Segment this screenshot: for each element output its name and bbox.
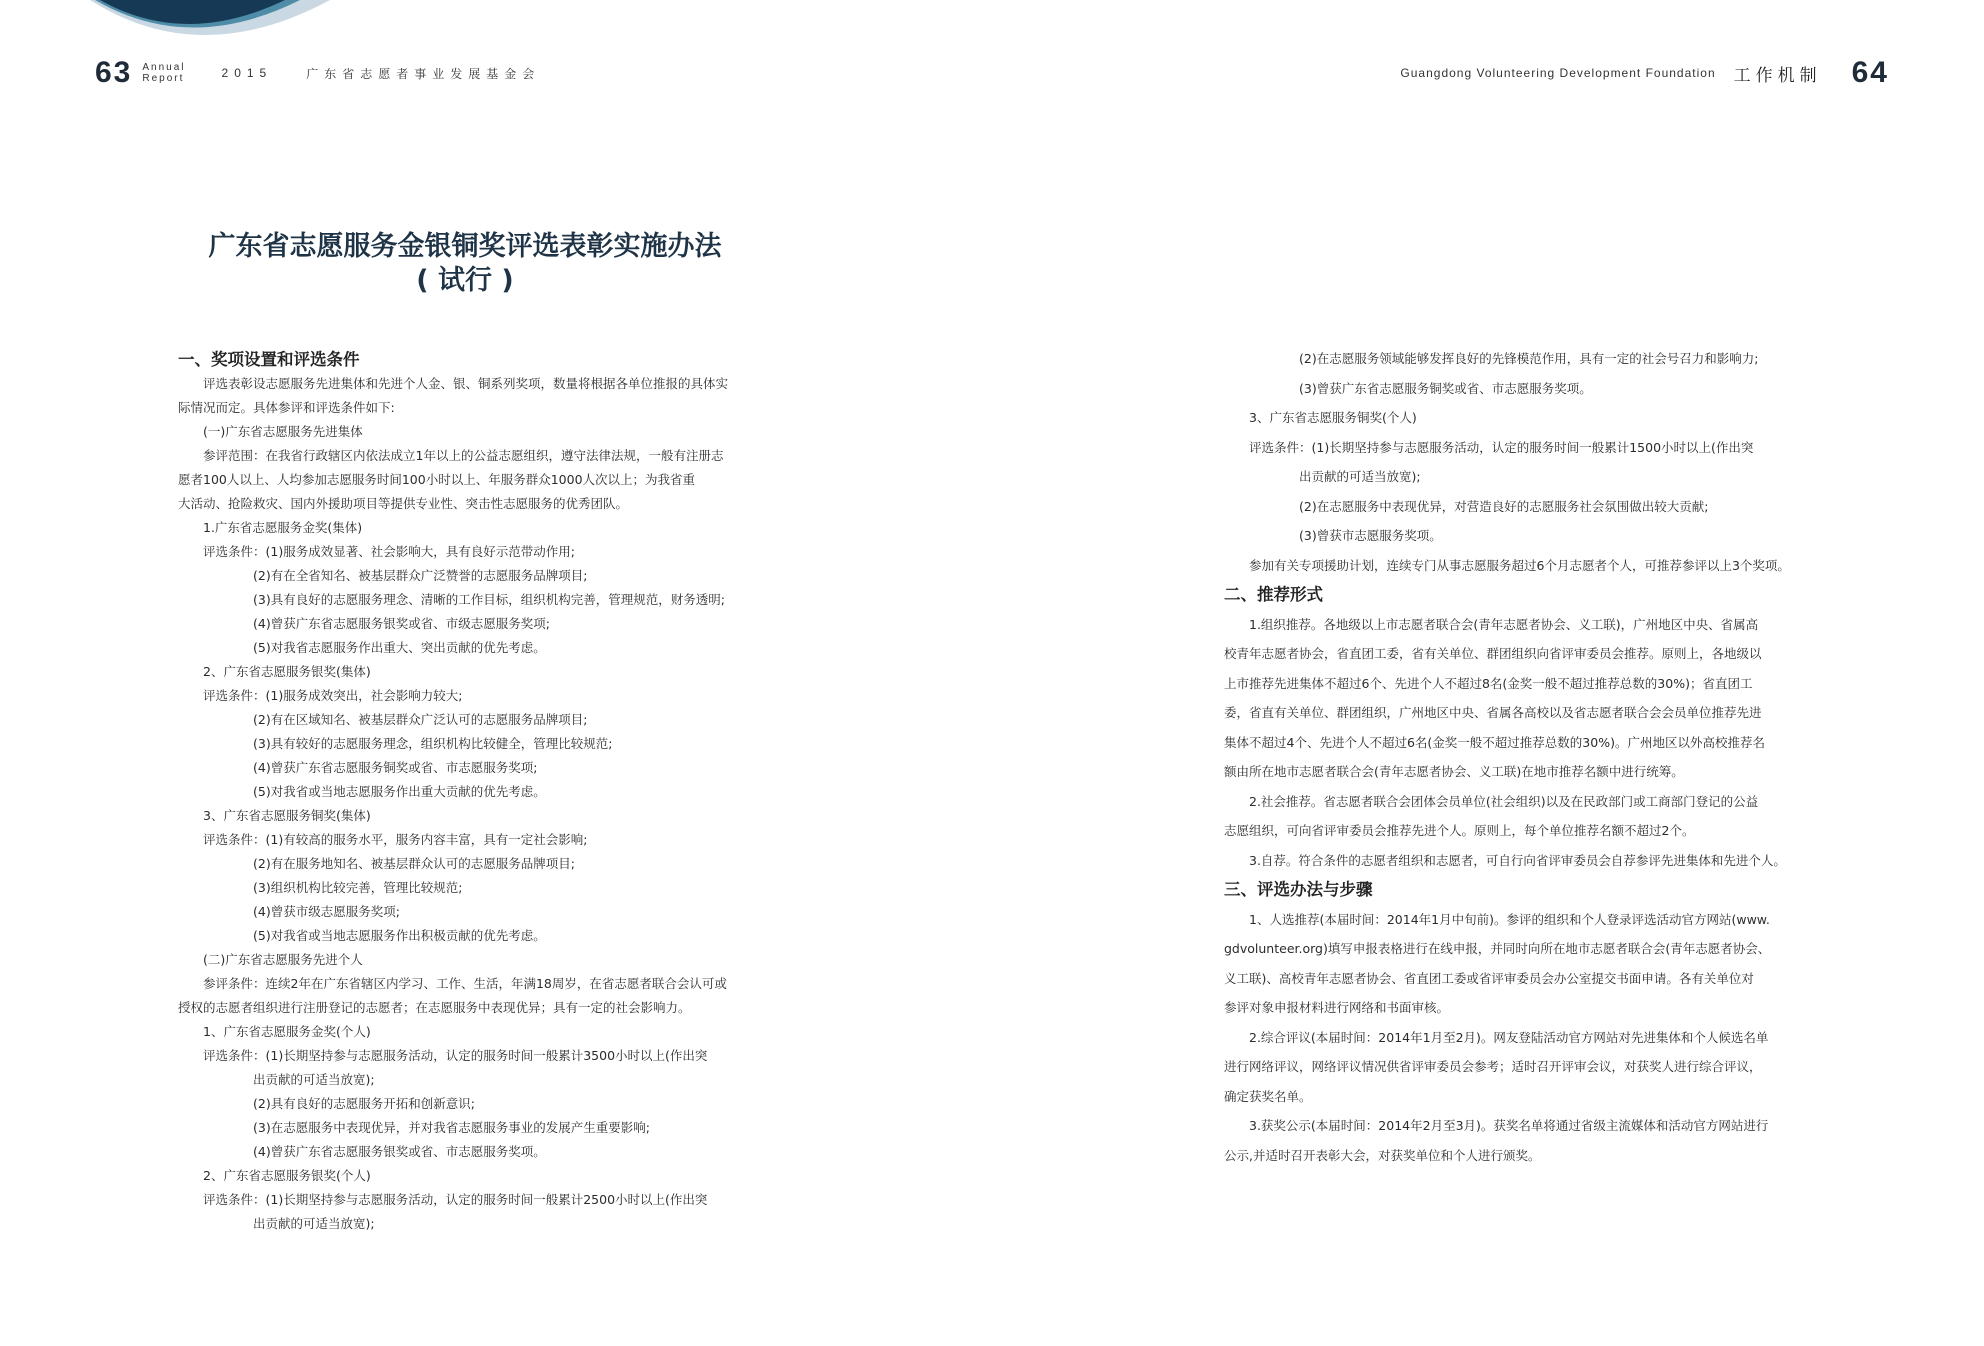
text-line: (5)对我省或当地志愿服务作出重大贡献的优先考虑。 xyxy=(178,784,546,799)
text-line: 委，省直有关单位、群团组织，广州地区中央、省属各高校以及省志愿者联合会会员单位推荐先进 xyxy=(1224,705,1762,720)
text-line: (4)曾获广东省志愿服务银奖或省、市志愿服务奖项。 xyxy=(178,1144,546,1159)
report-year: 2015 xyxy=(221,66,273,80)
text-line: 3.自荐。符合条件的志愿者组织和志愿者，可自行向省评审委员会自荐参评先进集体和先进个人。 xyxy=(1224,852,1786,868)
organization-name-en: Guangdong Volunteering Development Foundation xyxy=(1400,66,1716,80)
organization-name-cn: 广东省志愿者事业发展基金会 xyxy=(306,66,541,81)
left-column-text xyxy=(178,348,778,1236)
text-line: (3)具有良好的志愿服务理念、清晰的工作目标，组织机构完善，管理规范，财务透明; xyxy=(178,592,725,607)
text-line: 授权的志愿者组织进行注册登记的志愿者；在志愿服务中表现优异；具有一定的社会影响力。 xyxy=(178,1000,691,1015)
text-line: 评选表彰设志愿服务先进集体和先进个人金、银、铜系列奖项，数量将根据各单位推报的具体实 xyxy=(178,376,729,391)
text-line: 参评对象申报材料进行网络和书面审核。 xyxy=(1224,1000,1450,1015)
text-line: 进行网络评议，网络评议情况供省评审委员会参考；适时召开评审会议，对获奖人进行综合评议， xyxy=(1224,1059,1762,1074)
decorative-arc-graphic xyxy=(0,0,420,40)
text-line: (2)有在全省知名、被基层群众广泛赞誉的志愿服务品牌项目; xyxy=(178,568,588,583)
text-line: 校青年志愿者协会，省直团工委，省有关单位、群团组织向省评审委员会推荐。原则上，各地级以 xyxy=(1224,646,1762,661)
text-line: (一)广东省志愿服务先进集体 xyxy=(178,424,363,439)
text-line: 2.社会推荐。省志愿者联合会团体会员单位(社会组织)以及在民政部门或工商部门登记的公益 xyxy=(1224,793,1759,809)
section-heading: 一、奖项设置和评选条件 xyxy=(178,350,360,369)
text-line: (4)曾获广东省志愿服务银奖或省、市级志愿服务奖项; xyxy=(178,616,550,631)
text-line: 出贡献的可适当放宽); xyxy=(1224,469,1421,484)
text-line: 义工联)、高校青年志愿者协会、省直团工委或省评审委员会办公室提交书面申请。各有关单位对 xyxy=(1224,970,1754,986)
text-line: 2、广东省志愿服务银奖(集体) xyxy=(178,664,371,679)
text-line: 1、广东省志愿服务金奖(个人) xyxy=(178,1024,371,1039)
text-line: gdvolunteer.org)填写申报表格进行在线申报，并同时向所在地市志愿者联合会(青年志愿者协会、 xyxy=(1224,941,1771,956)
text-line: 2.综合评议(本届时间：2014年1月至2月)。网友登陆活动官方网站对先进集体和个人候选名单 xyxy=(1224,1029,1769,1045)
annual-report-label: Annual Report xyxy=(142,62,186,84)
text-line: 愿者100人以上、人均参加志愿服务时间100小时以上、年服务群众1000人次以上；为我省重 xyxy=(178,472,696,487)
text-line: (3)在志愿服务中表现优异，并对我省志愿服务事业的发展产生重要影响; xyxy=(178,1120,650,1135)
text-line: 参评条件：连续2年在广东省辖区内学习、工作、生活，年满18周岁，在省志愿者联合会认可或 xyxy=(178,976,727,991)
section-heading: 二、推荐形式 xyxy=(1224,585,1323,604)
text-line: 1、人选推荐(本届时间：2014年1月中旬前)。参评的组织和个人登录评选活动官方网站(www. xyxy=(1224,911,1770,927)
document-title-line2: ( 试行 ) xyxy=(416,265,514,296)
text-line: (2)在志愿服务领域能够发挥良好的先锋模范作用，具有一定的社会号召力和影响力; xyxy=(1224,351,1759,366)
text-line: 出贡献的可适当放宽); xyxy=(178,1216,375,1231)
text-line: 评选条件：(1)长期坚持参与志愿服务活动，认定的服务时间一般累计2500小时以上(作出突 xyxy=(178,1192,708,1207)
text-line: 评选条件：(1)长期坚持参与志愿服务活动，认定的服务时间一般累计1500小时以上(作出突 xyxy=(1224,439,1754,455)
header-right xyxy=(1400,56,1889,90)
text-line: (2)在志愿服务中表现优异，对营造良好的志愿服务社会氛围做出较大贡献; xyxy=(1224,498,1709,514)
text-line: (5)对我省志愿服务作出重大、突出贡献的优先考虑。 xyxy=(178,640,546,655)
right-page-number: 64 xyxy=(1851,56,1889,89)
text-line: 参加有关专项援助计划，连续专门从事志愿服务超过6个月志愿者个人，可推荐参评以上3个奖项。 xyxy=(1224,557,1790,573)
text-line: 3、广东省志愿服务铜奖(集体) xyxy=(178,808,371,823)
document-title xyxy=(180,230,750,298)
text-line: 公示,并适时召开表彰大会，对获奖单位和个人进行颁奖。 xyxy=(1224,1147,1541,1163)
text-line: 评选条件：(1)长期坚持参与志愿服务活动，认定的服务时间一般累计3500小时以上(作出突 xyxy=(178,1048,708,1063)
text-line: (3)组织机构比较完善，管理比较规范; xyxy=(178,880,463,895)
text-line: 出贡献的可适当放宽); xyxy=(178,1072,375,1087)
text-line: (4)曾获市级志愿服务奖项; xyxy=(178,904,400,919)
header-left xyxy=(95,56,540,90)
text-line: 参评范围：在我省行政辖区内依法成立1年以上的公益志愿组织，遵守法律法规，一般有注册志 xyxy=(178,448,724,463)
text-line: 确定获奖名单。 xyxy=(1224,1088,1312,1104)
text-line: 志愿组织，可向省评审委员会推荐先进个人。原则上，每个单位推荐名额不超过2个。 xyxy=(1224,823,1695,838)
text-line: 评选条件：(1)有较高的服务水平，服务内容丰富，具有一定社会影响; xyxy=(178,832,588,847)
text-line: 大活动、抢险救灾、国内外援助项目等提供专业性、突击性志愿服务的优秀团队。 xyxy=(178,496,629,511)
text-line: (5)对我省或当地志愿服务作出积极贡献的优先考虑。 xyxy=(178,928,546,943)
text-line: (3)曾获市志愿服务奖项。 xyxy=(1224,528,1442,543)
text-line: 1.组织推荐。各地级以上市志愿者联合会(青年志愿者协会、义工联)，广州地区中央、省属高 xyxy=(1224,616,1759,632)
right-column-text xyxy=(1224,344,1824,1170)
text-line: 评选条件：(1)服务成效突出，社会影响力较大; xyxy=(178,688,463,703)
text-line: (2)具有良好的志愿服务开拓和创新意识; xyxy=(178,1096,475,1111)
document-title-line1: 广东省志愿服务金银铜奖评选表彰实施办法 xyxy=(208,231,722,262)
section-title: 工作机制 xyxy=(1733,65,1822,86)
text-line: 集体不超过4个、先进个人不超过6名(金奖一般不超过推荐总数的30%)。广州地区以外高校推荐名 xyxy=(1224,734,1765,750)
text-line: 3.获奖公示(本届时间：2014年2月至3月)。获奖名单将通过省级主流媒体和活动官方网站进行 xyxy=(1224,1118,1769,1133)
text-line: (2)有在区域知名、被基层群众广泛认可的志愿服务品牌项目; xyxy=(178,712,588,727)
text-line: 际情况而定。具体参评和评选条件如下: xyxy=(178,400,395,415)
text-line: 1.广东省志愿服务金奖(集体) xyxy=(178,520,363,535)
text-line: 评选条件：(1)服务成效显著、社会影响大，具有良好示范带动作用; xyxy=(178,544,575,559)
text-line: 上市推荐先进集体不超过6个、先进个人不超过8名(金奖一般不超过推荐总数的30%)；省直团工 xyxy=(1224,675,1753,691)
text-line: 3、广东省志愿服务铜奖(个人) xyxy=(1224,410,1417,425)
text-line: (二)广东省志愿服务先进个人 xyxy=(178,952,363,967)
text-line: 额由所在地市志愿者联合会(青年志愿者协会、义工联)在地市推荐名额中进行统筹。 xyxy=(1224,764,1684,779)
text-line: (2)有在服务地知名、被基层群众认可的志愿服务品牌项目; xyxy=(178,856,575,871)
text-line: (3)曾获广东省志愿服务铜奖或省、市志愿服务奖项。 xyxy=(1224,380,1592,396)
left-page-number: 63 xyxy=(95,56,133,89)
text-line: 2、广东省志愿服务银奖(个人) xyxy=(178,1168,371,1183)
text-line: (3)具有较好的志愿服务理念，组织机构比较健全，管理比较规范; xyxy=(178,736,613,751)
text-line: (4)曾获广东省志愿服务铜奖或省、市志愿服务奖项; xyxy=(178,760,538,775)
section-heading: 三、评选办法与步骤 xyxy=(1224,880,1373,899)
